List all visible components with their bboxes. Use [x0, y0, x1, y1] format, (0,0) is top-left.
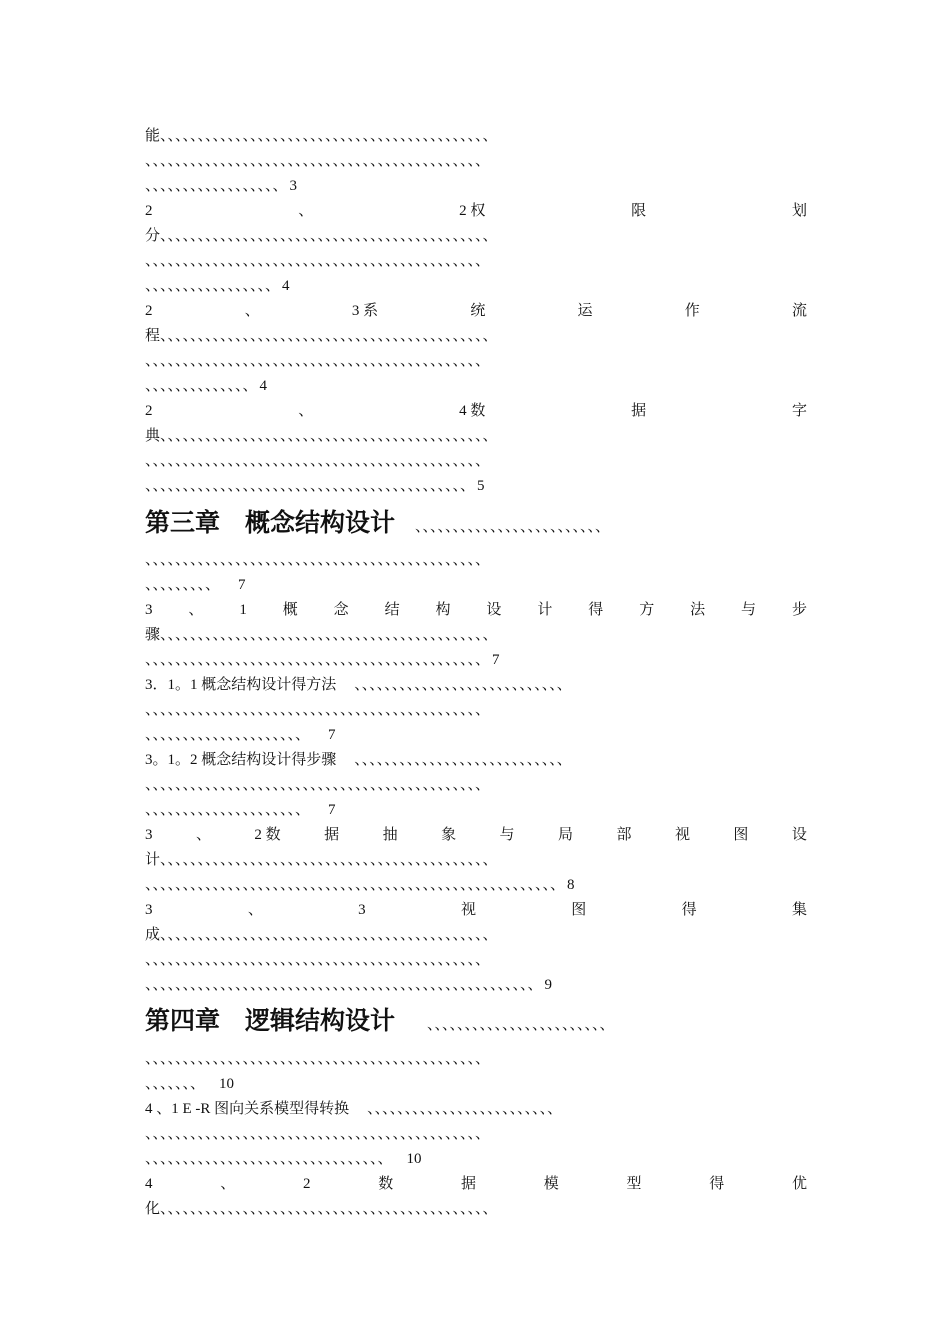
toc-line: 成、、、、、、、、、、、、、、、、、、、、、、、、、、、、、、、、、、、、、、、、、、、、	[145, 927, 498, 943]
toc-line: 、、、、、、、、、、、、、、、、、、、、、、、、、、、、、、、、、、、、、、、、、、、、、、、、、、、、、、、 8	[145, 877, 575, 893]
toc-entry-4-2[interactable]: 4 、 2 数 据 模 型 得 优	[145, 1176, 807, 1192]
toc-line: 、、、、、、、、、、、、、、、、、、、、、、、、、、、、、、、、、、、、、、、、、、、、、	[145, 1126, 491, 1142]
page-number: 7	[328, 802, 336, 818]
toc-entry-3-1-1[interactable]: 3．1。1 概念结构设计得方法 、、、、、、、、、、、、、、、、、、、、、、、、、、、、	[145, 677, 572, 693]
toc-line: 典、、、、、、、、、、、、、、、、、、、、、、、、、、、、、、、、、、、、、、、、、、、、	[145, 428, 498, 444]
toc-entry-3-2[interactable]: 3 、 2 数 据 抽 象 与 局 部 视 图 设	[145, 827, 807, 843]
toc-line: 、、、、、、、、、、、、、、、、、、、、、、、、、、、、、、、、、、、、、、、、、、、、、	[145, 1051, 491, 1067]
toc-line: 、、、、、、、、、、、、、、、、、、、、、、、、、、、、、、、、 10	[145, 1151, 422, 1167]
page-number: 4	[259, 378, 268, 394]
toc-line: 、、、、、、、、、、、、、、、、、、、、、、、、、、、、、、、、、、、、、、、、、、、、、	[145, 153, 491, 169]
page-number: 7	[238, 577, 246, 593]
toc-line: 、、、、、、、、、、、、、、、、、、、、、、、、、、、、、、、、、、、、、、、、、、、、、	[145, 453, 491, 469]
toc-line: 、、、、、、、、、、、、、、、、、、、、、、、、、、、、、、、、、、、、、、、、、、、、、	[145, 353, 491, 369]
toc-entry-2-4[interactable]: 2 、 4 数 据 字	[145, 403, 807, 419]
toc-line: 、、、、、、、、、、、、、、、、、、、、、、、、、、、、、、、、、、、、、、、、、、、、、	[145, 777, 491, 793]
chapter-title: 第四章 逻辑结构设计	[145, 1006, 396, 1035]
toc-line: 化、、、、、、、、、、、、、、、、、、、、、、、、、、、、、、、、、、、、、、、、、、、、	[145, 1201, 498, 1217]
toc-line: 、、、、、、、、、、、、、、、、、、、、、、、、、、、、、、、、、、、、、、、、、、、、、 7	[145, 652, 500, 668]
page-number: 3	[289, 178, 298, 194]
page-number: 9	[544, 977, 553, 993]
toc-line: 能、、、、、、、、、、、、、、、、、、、、、、、、、、、、、、、、、、、、、、、、、、、、	[145, 128, 498, 144]
toc-line: 、、、、、、、 10	[145, 1076, 235, 1092]
chapter-title: 第三章 概念结构设计	[145, 508, 396, 537]
toc-line: 、、、、、、、、、、、、、、 4	[145, 378, 268, 394]
page-number: 7	[492, 652, 500, 668]
page-number: 8	[567, 877, 575, 893]
toc-entry-2-3[interactable]: 2 、 3 系 统 运 作 流	[145, 303, 807, 319]
toc-line: 、、、、、、、、、、、、、、、、、、、、、 7	[145, 802, 336, 818]
page-number: 10	[406, 1151, 422, 1167]
toc-line: 分、、、、、、、、、、、、、、、、、、、、、、、、、、、、、、、、、、、、、、、、、、、、	[145, 228, 498, 244]
page-number: 5	[477, 478, 485, 494]
toc-line: 、、、、、、、、、、、、、、、、、、、、、、、、、、、、、、、、、、、、、、、、、、、、、	[145, 552, 491, 568]
toc-line: 、、、、、、、、、、、、、、、、、、、、、 7	[145, 727, 336, 743]
toc-line: 、、、、、、、、、、、、、、、、、、 3	[145, 178, 298, 194]
chapter-heading-3[interactable]: 第三章 概念结构设计 、、、、、、、、、、、、、、、、、、、、、、、、、	[145, 508, 611, 537]
toc-line: 、、、、、、、、、、、、、、、、、、、、、、、、、、、、、、、、、、、、、、、、、、、、、	[145, 952, 491, 968]
toc-line: 、、、、、、、、、、、、、、、、、 4	[145, 278, 290, 294]
toc-line: 计、、、、、、、、、、、、、、、、、、、、、、、、、、、、、、、、、、、、、、、、、、、、	[145, 852, 498, 868]
toc-line: 、、、、、、、、、、、、、、、、、、、、、、、、、、、、、、、、、、、、、、、、、、、、、	[145, 253, 491, 269]
toc-line: 骤、、、、、、、、、、、、、、、、、、、、、、、、、、、、、、、、、、、、、、、、、、、、	[145, 627, 498, 643]
toc-line: 、、、、、、、、、、、、、、、、、、、、、、、、、、、、、、、、、、、、、、、、、、、、、	[145, 702, 491, 718]
toc-line: 、、、、、、、、、、、、、、、、、、、、、、、、、、、、、、、、、、、、、、、、、、、 5	[145, 478, 485, 494]
page-number: 4	[282, 278, 290, 294]
toc-line: 、、、、、、、、、、、、、、、、、、、、、、、、、、、、、、、、、、、、、、、、、、、、、、、、、、、、 9	[145, 977, 553, 993]
toc-entry-3-1-2[interactable]: 3。1。2 概念结构设计得步骤 、、、、、、、、、、、、、、、、、、、、、、、、、、、、	[145, 752, 572, 768]
toc-line: 程、、、、、、、、、、、、、、、、、、、、、、、、、、、、、、、、、、、、、、、、、、、、	[145, 328, 498, 344]
page-number: 10	[219, 1076, 235, 1092]
toc-entry-4-1[interactable]: 4 、1 E -R 图向关系模型得转换 、、、、、、、、、、、、、、、、、、、、、、、、、	[145, 1101, 563, 1117]
toc-entry-3-3[interactable]: 3 、 3 视 图 得 集	[145, 902, 807, 918]
toc-line: 、、、、、、、、、 7	[145, 577, 246, 593]
page-number: 7	[328, 727, 336, 743]
toc-entry-3-1[interactable]: 3 、 1 概 念 结 构 设 计 得 方 法 与 步	[145, 602, 807, 618]
toc-entry-2-2[interactable]: 2 、 2 权 限 划	[145, 203, 807, 219]
chapter-heading-4[interactable]: 第四章 逻辑结构设计 、、、、、、、、、、、、、、、、、、、、、、、、	[145, 1006, 615, 1035]
